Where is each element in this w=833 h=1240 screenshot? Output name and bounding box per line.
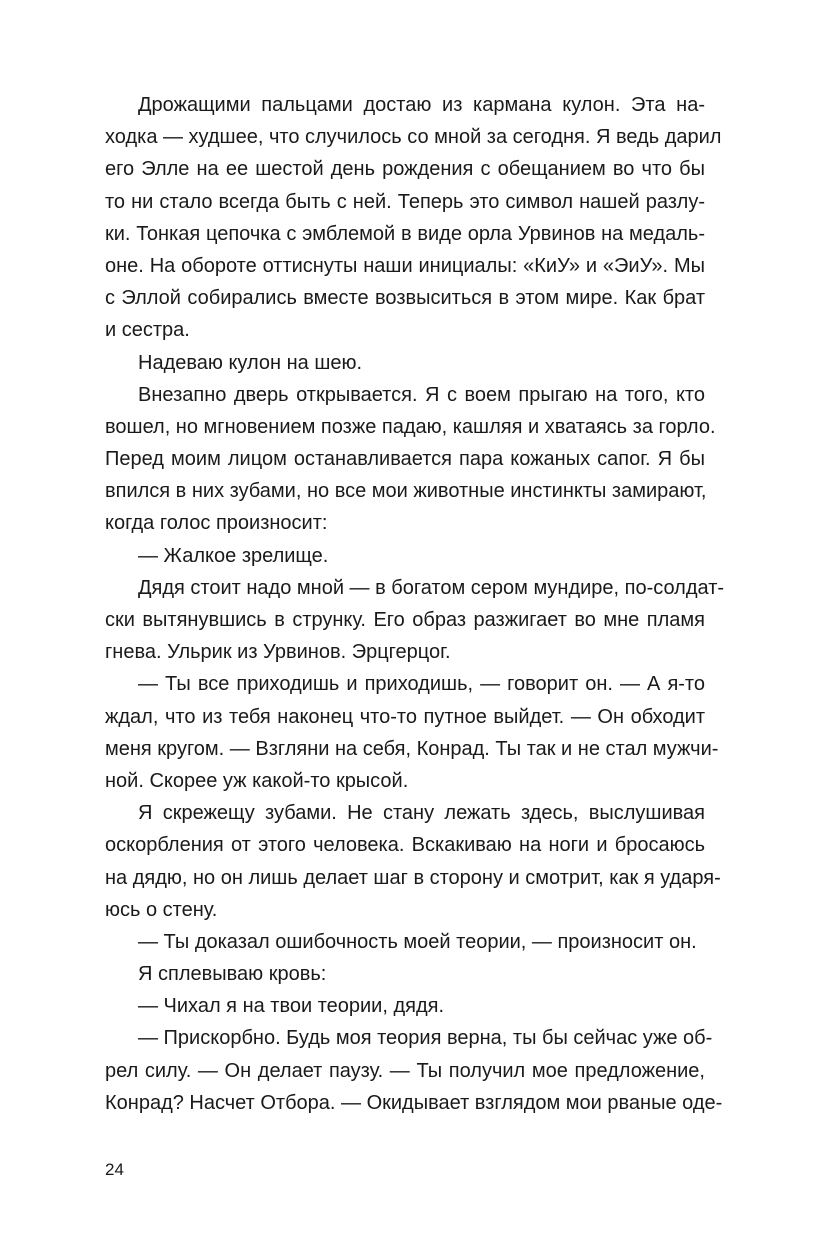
text-line: ски вытянувшись в струнку. Его образ разжигает во мне пламя — [105, 609, 705, 631]
text-line: оне. На обороте оттиснуты наши инициалы: «КиУ» и «ЭиУ». Мы — [105, 254, 705, 277]
text-line: юсь о стену. — [105, 898, 218, 921]
body-text — [105, 89, 725, 1119]
text-line: гнева. Ульрик из Урвинов. Эрцгерцог. — [105, 641, 451, 664]
text-line: рел силу. — Он делает паузу. — Ты получил мое предложение, — [105, 1059, 705, 1082]
text-line: с Эллой собирались вместе возвыситься в этом мире. Как брат — [105, 287, 705, 310]
text-line: Надеваю кулон на шею. — [138, 351, 363, 374]
text-line: меня кругом. — Взгляни на себя, Конрад. Ты так и не стал мужчи- — [105, 737, 719, 760]
text-line: Я скрежещу зубами. Не стану лежать здесь, выслушивая — [138, 802, 705, 825]
text-line: ной. Скорее уж какой-то крысой. — [105, 769, 409, 792]
text-line: — Ты доказал ошибочность моей теории, — произносит он. — [138, 930, 697, 953]
text-line: его Элле на ее шестой день рождения с обещанием во что бы — [105, 158, 705, 181]
text-line: — Прискорбно. Будь моя теория верна, ты бы сейчас уже об- — [138, 1027, 713, 1050]
text-line: ходка — худшее, что случилось со мной за сегодня. Я ведь дарил — [105, 126, 722, 149]
text-line: вошел, но мгновением позже падаю, кашляя и хватаясь за горло. — [105, 415, 716, 438]
text-line: Дядя стоит надо мной — в богатом сером мундире, по-солдат- — [138, 576, 725, 599]
text-line: на дядю, но он лишь делает шаг в сторону и смотрит, как я ударя- — [105, 866, 721, 889]
text-line: Дрожащими пальцами достаю из кармана кулон. Эта на- — [138, 94, 705, 116]
text-line: Я сплевываю кровь: — [138, 963, 327, 986]
text-line: — Жалкое зрелище. — [138, 544, 329, 567]
text-line: и сестра. — [105, 319, 190, 342]
text-line: Перед моим лицом останавливается пара кожаных сапог. Я бы — [105, 448, 705, 471]
text-line: — Ты все приходишь и приходишь, — говорит он. — А я-то — [138, 673, 705, 696]
page-number: 24 — [105, 1160, 124, 1179]
text-line: — Чихал я на твои теории, дядя. — [138, 995, 445, 1018]
text-line: то ни стало всегда быть с ней. Теперь это символ нашей разлу- — [105, 190, 705, 213]
text-line: оскорбления от этого человека. Вскакиваю на ноги и бросаюсь — [105, 834, 705, 857]
text-line: ждал, что из тебя наконец что-то путное выйдет. — Он обходит — [105, 705, 705, 728]
text-line: когда голос произносит: — [105, 512, 328, 535]
text-line: Конрад? Насчет Отбора. — Окидывает взглядом мои рваные оде- — [105, 1091, 723, 1114]
text-line: впился в них зубами, но все мои животные инстинкты замирают, — [105, 480, 707, 503]
text-line: Внезапно дверь открывается. Я с воем прыгаю на того, кто — [138, 383, 705, 406]
text-line: ки. Тонкая цепочка с эмблемой в виде орла Урвинов на медаль- — [105, 222, 705, 245]
